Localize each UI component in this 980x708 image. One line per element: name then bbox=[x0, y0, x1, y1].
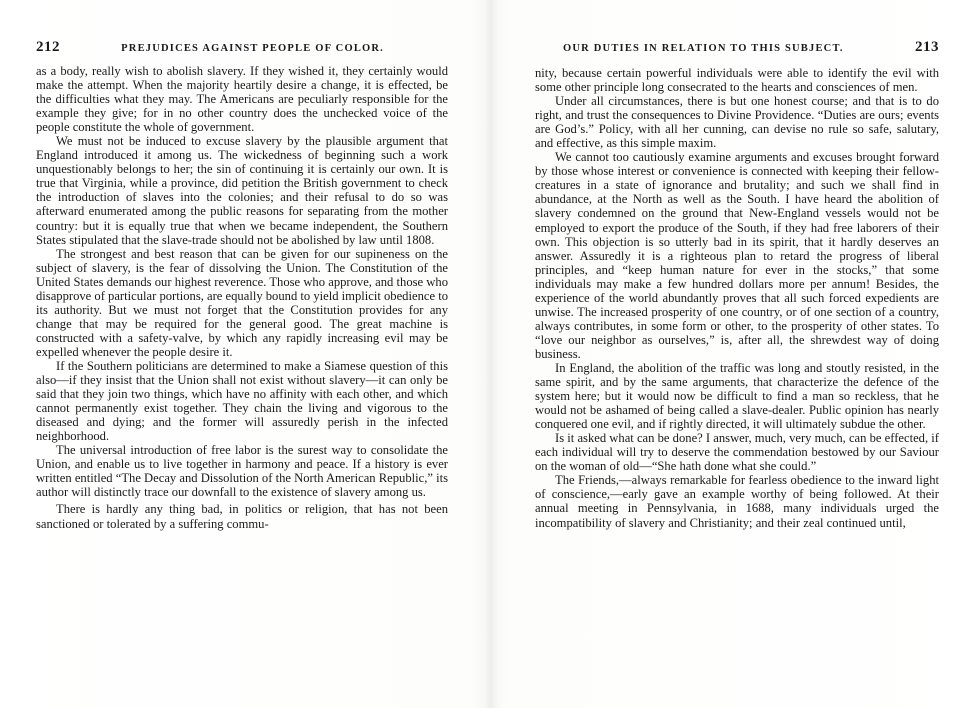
left-body-text bbox=[36, 64, 448, 531]
right-page bbox=[535, 0, 939, 708]
left-page bbox=[36, 0, 448, 708]
right-paragraph-4: In England, the abolition of the traffic was long and stoutly resisted, in the same spirit, and by the same arguments, that characterize the defence of the system here; but it would now be difficult to find a man so reckless, that he would not be ashamed of being called a slave-dealer. Public opinion has nearly conquered one evil, and if rightly directed, it will ultimately subdue the other. bbox=[535, 360, 939, 432]
left-running-title: PREJUDICES AGAINST PEOPLE OF COLOR. bbox=[121, 43, 384, 54]
right-paragraph-3: We cannot too cautiously examine arguments and excuses brought forward by those whose interest or convenience is connected with keeping their fellow-creatures in a state of ignorance and brutality; and such we shall find in abundance, at the North as well as the South. I have heard the abolition of slavery condemned on the ground that New-England vessels would not be employed to export the produce of the South, if they had free laborers of their own. This objection is so utterly bad in its spirit, that it hardly deserves an answer. Assuredly it is a righteous plan to retard the progress of liberal principles, and “keep human nature for ever in the stocks,” that some individuals may make a few hundred dollars more per annum! Besides, the experience of the world abundantly proves that all such forced expedients are unwise. The increased prosperity of one country, or of one section of a country, always contributes, in some form or other, to the prosperity of other states. To “love our neighbor as ourselves,” is, after all, the shrewdest way of doing business. bbox=[535, 150, 939, 361]
left-page-number: 212 bbox=[36, 39, 60, 55]
left-running-head bbox=[36, 39, 448, 57]
right-paragraph-2: Under all circumstances, there is but one honest course; and that is to do right, and trust the consequences to Divine Providence. “Duties are ours; events are God’s.” Policy, with all her cunning, can devise no rule so safe, salutary, and effective, as this simple maxim. bbox=[535, 94, 939, 151]
right-paragraph-1: nity, because certain powerful individuals were able to identify the evil with some other principle long consecrated to the hearts and consciences of men. bbox=[535, 66, 939, 95]
right-running-head bbox=[535, 39, 939, 57]
left-paragraph-2: We must not be induced to excuse slavery by the plausible argument that England introduced it among us. The wickedness of beginning such a work unquestionably belongs to her; the sin of continuing it is certainly our own. It is true that Virginia, while a province, did petition the British government to check the introduction of slaves into the colonies; and their refusal to do so was afterward enumerated among the public reasons for separating from the mother country: but it is equally true that when we became independent, the Southern States stipulated that the slave-trade should not be abolished by law until 1808. bbox=[36, 134, 448, 247]
left-paragraph-3: The strongest and best reason that can be given for our supineness on the subject of slavery, is the fear of dissolving the Union. The Constitution of the United States demands our highest reverence. Those who approve, and those who disapprove of particular portions, are equally bound to yield implicit obedience to its authority. But we must not forget that the Constitution provides for any change that may be required for the general good. The great machine is constructed with a safety-valve, by which any rapidly increasing evil may be expelled whenever the people desire it. bbox=[36, 246, 448, 359]
gutter-shadow bbox=[484, 0, 498, 708]
right-paragraph-5: Is it asked what can be done? I answer, much, very much, can be effected, if each individual will try to deserve the commendation bestowed by our Saviour on the woman of old—“She hath done what she could.” bbox=[535, 431, 939, 474]
right-body-text bbox=[535, 66, 939, 530]
right-page-number: 213 bbox=[915, 39, 939, 55]
right-running-title: OUR DUTIES IN RELATION TO THIS SUBJECT. bbox=[563, 43, 844, 54]
left-paragraph-1: as a body, really wish to abolish slavery. If they wished it, they certainly would make the attempt. When the majority heartily desire a change, it is effected, be the difficulties what they may. The Americans are peculiarly responsible for the example they give; for in no other country does the unchecked voice of the people constitute the whole of government. bbox=[36, 64, 448, 135]
right-paragraph-6: The Friends,—always remarkable for fearless obedience to the inward light of conscience,—early gave an example worthy of being followed. At their annual meeting in Pennsylvania, in 1688, many individuals urged the incompatibility of slavery and Christianity; and their zeal continued until, bbox=[535, 473, 939, 530]
left-paragraph-4: If the Southern politicians are determined to make a Siamese question of this also—if they insist that the Union shall not exist without slavery—it can only be said that they join two things, which have no affinity with each other, and which cannot permanently exist together. They chain the living and vigorous to the diseased and dying; and the former will assuredly perish in the infected neighborhood. bbox=[36, 358, 448, 444]
left-paragraph-5: The universal introduction of free labor is the surest way to consolidate the Union, and enable us to live together in harmony and peace. If a history is ever written entitled “The Decay and Dissolution of the North American Republic,” its author will distinctly trace our downfall to the existence of slavery among us. bbox=[36, 443, 448, 500]
left-paragraph-6: There is hardly any thing bad, in politics or religion, that has not been sanctioned or tolerated by a suffering commu- bbox=[36, 502, 448, 531]
